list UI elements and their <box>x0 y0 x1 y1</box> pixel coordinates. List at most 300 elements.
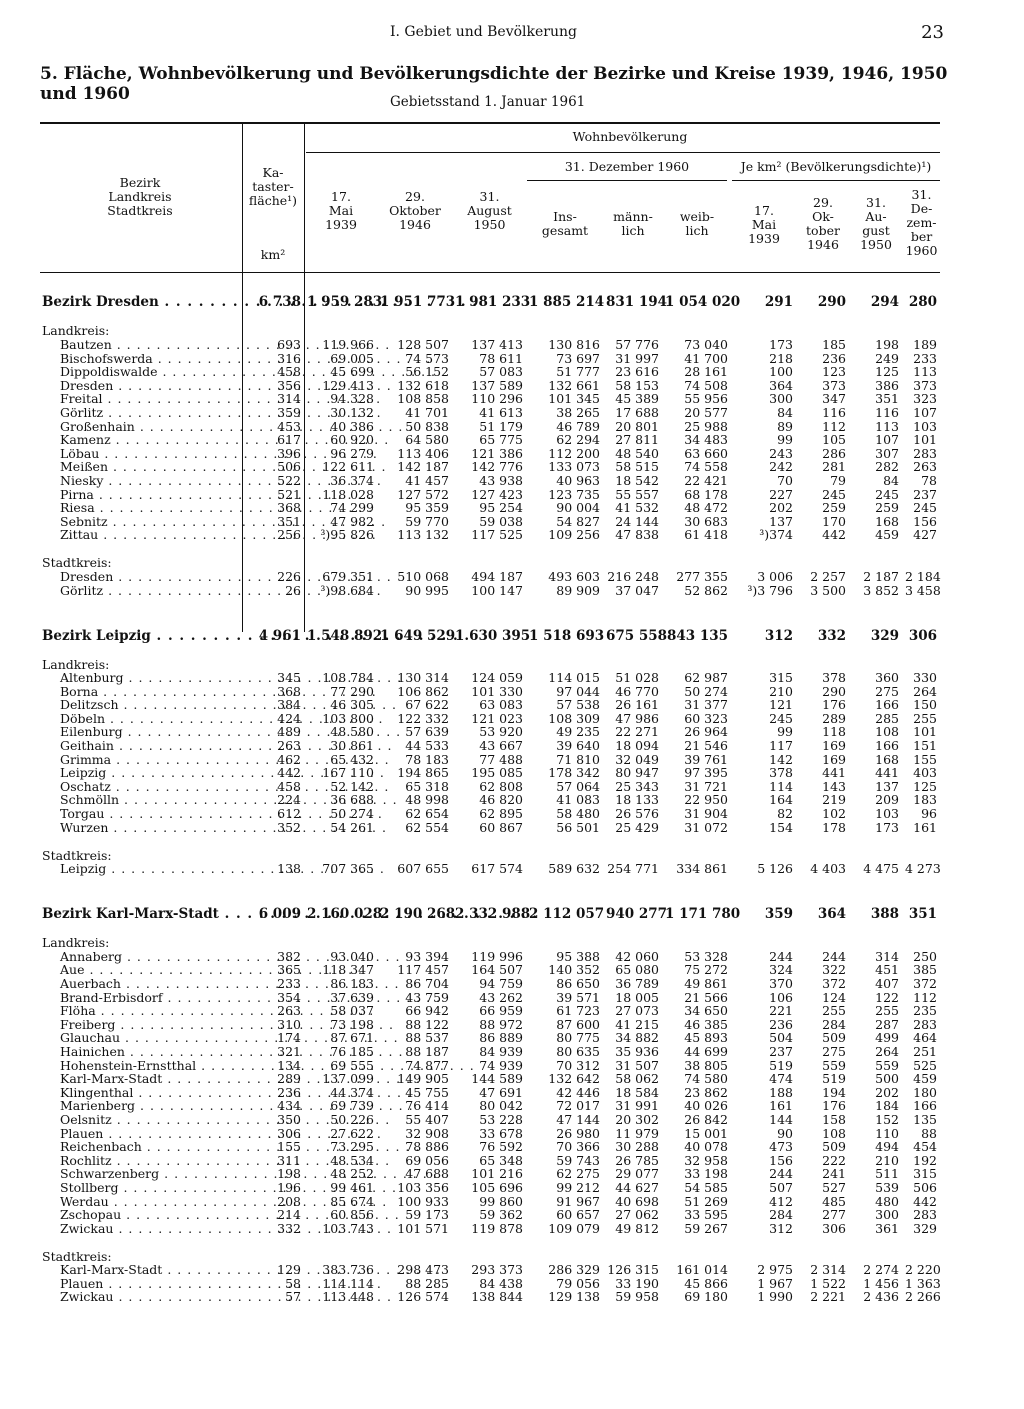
cell-value: 255 <box>875 1003 899 1019</box>
region-name: Freiberg . . . <box>40 1018 242 1032</box>
cell-value: 312 <box>764 627 793 644</box>
bezirk-row <box>40 904 940 922</box>
cell-value: 60 323 <box>684 710 728 726</box>
cell-value: 94 759 <box>479 976 523 991</box>
cell-value: 214 <box>277 1207 301 1223</box>
cell-value: 173 <box>875 819 899 835</box>
cell-value: 42 446 <box>556 1084 600 1100</box>
cell-value: 50 274 <box>330 806 374 822</box>
table-row <box>40 1140 940 1154</box>
group-label: Stadtkreis: <box>42 555 112 571</box>
cell-value: 154 <box>769 819 793 835</box>
table-row <box>40 570 940 584</box>
table-row <box>40 460 940 474</box>
cell-value: 62 554 <box>405 819 449 835</box>
cell-value: 41 613 <box>479 404 523 420</box>
cell-value: 87 671 <box>330 1030 374 1046</box>
cell-value: 236 <box>277 1084 301 1100</box>
group-label-row <box>40 1249 940 1263</box>
cell-value: 4 403 <box>810 861 846 877</box>
cell-value: 137 <box>769 513 793 529</box>
cell-value: 29 077 <box>615 1166 659 1182</box>
cell-value: 1 456 <box>863 1275 899 1291</box>
table-row <box>40 753 940 767</box>
cell-value: 250 <box>913 948 937 964</box>
cell-value: 236 <box>822 350 846 366</box>
cell-value: 62 895 <box>479 806 523 822</box>
table-row <box>40 338 940 352</box>
cell-value: 119 996 <box>471 948 523 964</box>
cell-value: 26 576 <box>615 806 659 822</box>
cell-value: 382 <box>277 948 301 964</box>
cell-value: 130 816 <box>548 337 600 352</box>
cell-value: 1 649 529 <box>380 627 456 644</box>
cell-value: 26 <box>285 582 301 598</box>
cell-value: 59 267 <box>684 1220 728 1236</box>
cell-value: 122 332 <box>397 710 449 726</box>
cell-value: 69 555 <box>330 1057 374 1073</box>
cell-value: 412 <box>769 1193 793 1209</box>
cell-value: 102 <box>822 806 846 822</box>
cell-value: 368 <box>277 683 301 699</box>
cell-value: 453 <box>277 418 301 434</box>
cell-value: 117 <box>769 738 793 754</box>
region-name: Annaberg . . . <box>40 950 242 964</box>
cell-value: 43 938 <box>479 472 523 488</box>
cell-value: ³)98 684 <box>320 582 374 598</box>
cell-value: 50 838 <box>405 418 449 434</box>
cell-value: 22 421 <box>684 472 728 488</box>
cell-value: 493 603 <box>548 568 600 584</box>
cell-value: 5 126 <box>757 861 793 877</box>
cell-value: 511 <box>875 1166 899 1182</box>
table-row <box>40 671 940 685</box>
header-stub: Bezirk Landkreis Stadtkreis <box>107 175 173 218</box>
cell-value: 351 <box>277 513 301 529</box>
cell-value: 76 414 <box>405 1098 449 1114</box>
cell-value: 60 856 <box>330 1207 374 1223</box>
cell-value: 293 373 <box>471 1262 523 1278</box>
table-row <box>40 1086 940 1100</box>
cell-value: 26 842 <box>684 1111 728 1127</box>
region-name: Reichenbach . . . <box>40 1140 242 1154</box>
cell-value: 45 699 <box>330 364 374 380</box>
header-dichte-1946: 29. Ok- tober 1946 <box>806 195 840 252</box>
cell-value: 84 <box>883 472 899 488</box>
cell-value: 44 699 <box>684 1043 728 1059</box>
cell-value: 236 <box>769 1016 793 1032</box>
cell-value: 1 951 773 <box>380 294 456 311</box>
cell-value: 494 187 <box>471 568 523 584</box>
cell-value: 121 023 <box>471 710 523 726</box>
cell-value: 43 759 <box>405 989 449 1005</box>
cell-value: 360 <box>875 670 899 686</box>
table-row <box>40 1181 940 1195</box>
cell-value: 521 <box>277 486 301 502</box>
cell-value: 352 <box>277 819 301 835</box>
cell-value: 222 <box>822 1152 846 1168</box>
cell-value: 100 147 <box>471 582 523 598</box>
cell-value: 43 667 <box>479 738 523 754</box>
cell-value: 62 987 <box>684 670 728 686</box>
region-name: Eilenburg . . . <box>40 725 242 739</box>
cell-value: 365 <box>277 962 301 978</box>
cell-value: 1 981 233 <box>455 294 531 311</box>
cell-value: 35 936 <box>615 1043 659 1059</box>
cell-value: 434 <box>277 1098 301 1114</box>
header-1939: 17. Mai 1939 <box>325 189 357 232</box>
table-row <box>40 1018 940 1032</box>
dez-rule <box>527 180 727 181</box>
cell-value: 132 618 <box>397 377 449 393</box>
cell-value: 385 <box>913 962 937 978</box>
cell-value: 156 <box>769 1152 793 1168</box>
cell-value: 459 <box>875 527 899 543</box>
cell-value: 31 997 <box>615 350 659 366</box>
cell-value: 300 <box>769 391 793 407</box>
cell-value: 135 <box>913 1111 937 1127</box>
cell-value: 388 <box>870 906 899 923</box>
cell-value: 113 <box>875 418 899 434</box>
cell-value: 350 <box>277 1111 301 1127</box>
cell-value: 90 <box>777 1125 793 1141</box>
region-name: Flöha . . . <box>40 1004 242 1018</box>
region-name: Grimma . . . <box>40 753 242 767</box>
cell-value: 32 908 <box>405 1125 449 1141</box>
cell-value: 277 355 <box>676 568 728 584</box>
cell-value: 76 592 <box>479 1139 523 1155</box>
cell-value: 506 <box>277 459 301 475</box>
cell-value: 140 352 <box>548 962 600 978</box>
cell-value: 138 844 <box>471 1289 523 1305</box>
cell-value: 60 867 <box>479 819 523 835</box>
cell-value: 218 <box>769 350 793 366</box>
cell-value: 74 580 <box>684 1071 728 1087</box>
table-row <box>40 793 940 807</box>
region-name: Plauen . . . <box>40 1127 242 1141</box>
cell-value: 2 257 <box>810 568 846 584</box>
cell-value: 306 <box>908 627 937 644</box>
cell-value: 117 457 <box>397 962 449 978</box>
cell-value: 40 963 <box>556 472 600 488</box>
cell-value: 27 811 <box>615 432 659 448</box>
cell-value: 61 723 <box>556 1003 600 1019</box>
cell-value: 18 584 <box>615 1084 659 1100</box>
cell-value: 198 <box>875 337 899 352</box>
cell-value: 233 <box>913 350 937 366</box>
cell-value: 940 277 <box>606 906 668 923</box>
cell-value: 407 <box>875 976 899 991</box>
cell-value: 280 <box>908 294 937 311</box>
cell-value: 195 085 <box>471 765 523 781</box>
cell-value: 259 <box>875 500 899 516</box>
cell-value: 361 <box>875 1220 899 1236</box>
table-row <box>40 501 940 515</box>
cell-value: 178 342 <box>548 765 600 781</box>
cell-value: 47 144 <box>556 1111 600 1127</box>
cell-value: 224 <box>277 792 301 808</box>
cell-value: 364 <box>817 906 846 923</box>
cell-value: 4 273 <box>905 861 941 877</box>
cell-value: 168 <box>875 751 899 767</box>
cell-value: 124 059 <box>471 670 523 686</box>
cell-value: 161 <box>769 1098 793 1114</box>
cell-value: 94 328 <box>330 391 374 407</box>
cell-value: 263 <box>277 1003 301 1019</box>
cell-value: 43 262 <box>479 989 523 1005</box>
cell-value: 454 <box>913 1139 937 1155</box>
region-name: Zschopau . . . <box>40 1208 242 1222</box>
cell-value: 332 <box>277 1220 301 1236</box>
cell-value: 99 461 <box>330 1179 374 1195</box>
cell-value: 110 <box>875 1125 899 1141</box>
cell-value: 74 573 <box>405 350 449 366</box>
spacer-row <box>40 922 940 936</box>
cell-value: 57 639 <box>405 724 449 740</box>
cell-value: 442 <box>913 1193 937 1209</box>
cell-value: 156 <box>913 513 937 529</box>
cell-value: 256 <box>277 527 301 543</box>
cell-value: 37 047 <box>615 582 659 598</box>
cell-value: 300 <box>875 1207 899 1223</box>
cell-value: 75 272 <box>684 962 728 978</box>
cell-value: 77 290 <box>330 683 374 699</box>
cell-value: 22 271 <box>615 724 659 740</box>
cell-value: 129 <box>277 1262 301 1278</box>
cell-value: 255 <box>822 1003 846 1019</box>
region-name: Hohenstein-Ernstthal . . . <box>40 1059 242 1073</box>
cell-value: 18 094 <box>615 738 659 754</box>
cell-value: 112 <box>822 418 846 434</box>
cell-value: 106 862 <box>397 683 449 699</box>
cell-value: 287 <box>875 1016 899 1032</box>
cell-value: 48 534 <box>330 1152 374 1168</box>
table-row <box>40 488 940 502</box>
cell-value: 370 <box>769 976 793 991</box>
region-name: Klingenthal . . . <box>40 1086 242 1100</box>
cell-value: 329 <box>870 627 899 644</box>
cell-value: 275 <box>822 1043 846 1059</box>
cell-value: 108 <box>875 724 899 740</box>
cell-value: 28 161 <box>684 364 728 380</box>
cell-value: 168 <box>875 513 899 529</box>
cell-value: 306 <box>822 1220 846 1236</box>
table-row <box>40 515 940 529</box>
table-row <box>40 1167 940 1181</box>
cell-value: 66 942 <box>405 1003 449 1019</box>
cell-value: 1 518 693 <box>529 627 605 644</box>
cell-value: 196 <box>277 1179 301 1195</box>
cell-value: 612 <box>277 806 301 822</box>
cell-value: 3 500 <box>810 582 846 598</box>
cell-value: 96 279 <box>330 445 374 461</box>
cell-value: 39 571 <box>556 989 600 1005</box>
cell-value: 178 <box>822 819 846 835</box>
cell-value: 617 574 <box>471 861 523 877</box>
region-name: Kamenz . . . <box>40 433 242 447</box>
cell-value: 185 <box>822 337 846 352</box>
cell-value: 194 <box>822 1084 846 1100</box>
cell-value: 34 650 <box>684 1003 728 1019</box>
table-row <box>40 447 940 461</box>
cell-value: 322 <box>822 962 846 978</box>
cell-value: 137 <box>875 778 899 794</box>
cell-value: 1 990 <box>757 1289 793 1305</box>
cell-value: 134 <box>277 1057 301 1073</box>
cell-value: 31 991 <box>615 1098 659 1114</box>
cell-value: 359 <box>277 404 301 420</box>
table-row <box>40 433 940 447</box>
cell-value: 263 <box>913 459 937 475</box>
cell-value: 65 080 <box>615 962 659 978</box>
cell-value: 314 <box>277 391 301 407</box>
cell-value: 18 005 <box>615 989 659 1005</box>
cell-value: 46 385 <box>684 1016 728 1032</box>
cell-value: 176 <box>822 697 846 713</box>
cell-value: 85 674 <box>330 1193 374 1209</box>
header-dichte-1939: 17. Mai 1939 <box>748 203 780 246</box>
cell-value: 155 <box>277 1139 301 1155</box>
cell-value: 95 388 <box>556 948 600 964</box>
cell-value: 679 351 <box>322 568 374 584</box>
cell-value: 26 785 <box>615 1152 659 1168</box>
cell-value: 290 <box>822 683 846 699</box>
cell-value: 42 060 <box>615 948 659 964</box>
region-name: Leipzig . . . <box>40 766 242 780</box>
cell-value: 485 <box>822 1193 846 1209</box>
cell-value: 103 <box>875 806 899 822</box>
cell-value: 251 <box>913 1043 937 1059</box>
cell-value: 32 049 <box>615 751 659 767</box>
group-label-row <box>40 936 940 950</box>
cell-value: 64 580 <box>405 432 449 448</box>
region-name: Rochlitz . . . <box>40 1154 242 1168</box>
region-name: Großenhain . . . <box>40 420 242 434</box>
cell-value: 78 611 <box>479 350 523 366</box>
cell-value: 45 866 <box>684 1275 728 1291</box>
cell-value: 347 <box>822 391 846 407</box>
cell-value: 52 142 <box>330 778 374 794</box>
cell-value: 194 865 <box>397 765 449 781</box>
header-dez1960: 31. Dezember 1960 <box>564 159 690 174</box>
cell-value: 82 <box>777 806 793 822</box>
cell-value: 1 959 283 <box>307 294 383 311</box>
cell-value: 403 <box>913 765 937 781</box>
cell-value: 284 <box>822 1016 846 1032</box>
cell-value: 1 522 <box>810 1275 846 1291</box>
cell-value: 45 893 <box>684 1030 728 1046</box>
table-row <box>40 991 940 1005</box>
cell-value: 41 083 <box>556 792 600 808</box>
cell-value: 161 <box>913 819 937 835</box>
cell-value: 143 <box>822 778 846 794</box>
cell-value: 242 <box>769 459 793 475</box>
cell-value: 170 <box>822 513 846 529</box>
region-name: Görlitz . . . <box>40 406 242 420</box>
cell-value: 522 <box>277 472 301 488</box>
cell-value: 462 <box>277 751 301 767</box>
cell-value: 69 739 <box>330 1098 374 1114</box>
region-name: Bezirk Leipzig . . . <box>40 625 242 643</box>
region-name: Zittau . . . <box>40 528 242 542</box>
cell-value: 34 483 <box>684 432 728 448</box>
region-name: Bischofswerda . . . <box>40 352 242 366</box>
region-name: Freital . . . <box>40 392 242 406</box>
group-label-row <box>40 657 940 671</box>
cell-value: 424 <box>277 710 301 726</box>
cell-value: 65 432 <box>330 751 374 767</box>
cell-value: 221 <box>769 1003 793 1019</box>
cell-value: 70 366 <box>556 1139 600 1155</box>
cell-value: 62 294 <box>556 432 600 448</box>
cell-value: 99 860 <box>479 1193 523 1209</box>
cell-value: 1 171 780 <box>665 906 741 923</box>
cell-value: 44 627 <box>615 1179 659 1195</box>
cell-value: 1 363 <box>905 1275 941 1291</box>
cell-value: 3 458 <box>905 582 941 598</box>
cell-value: 91 967 <box>556 1193 600 1209</box>
cell-value: 122 611 <box>322 459 374 475</box>
cell-value: 86 704 <box>405 976 449 991</box>
region-name: Pirna . . . <box>40 488 242 502</box>
cell-value: 88 187 <box>405 1043 449 1059</box>
region-name: Borna . . . <box>40 685 242 699</box>
cell-value: 32 958 <box>684 1152 728 1168</box>
cell-value: 183 <box>913 792 937 808</box>
cell-value: 44 533 <box>405 738 449 754</box>
cell-value: 26 161 <box>615 697 659 713</box>
cell-value: 559 <box>875 1057 899 1073</box>
cell-value: 118 028 <box>322 486 374 502</box>
cell-value: 315 <box>913 1166 937 1182</box>
cell-value: 99 212 <box>556 1179 600 1195</box>
cell-value: 480 <box>875 1193 899 1209</box>
cell-value: 25 988 <box>684 418 728 434</box>
cell-value: 47 688 <box>405 1166 449 1182</box>
cell-value: 56 152 <box>405 364 449 380</box>
cell-value: 383 736 <box>322 1262 374 1278</box>
cell-value: 617 <box>277 432 301 448</box>
cell-value: 66 959 <box>479 1003 523 1019</box>
region-name: Zwickau . . . <box>40 1290 242 1304</box>
cell-value: 368 <box>277 500 301 516</box>
cell-value: 56 501 <box>556 819 600 835</box>
statistics-table <box>40 292 940 1304</box>
header-kataster: Ka- taster- fläche¹) <box>248 165 298 208</box>
table-row <box>40 420 940 434</box>
table-row <box>40 1004 940 1018</box>
cell-value: 47 838 <box>615 527 659 543</box>
cell-value: 831 194 <box>606 294 668 311</box>
cell-value: 378 <box>769 765 793 781</box>
cell-value: 45 389 <box>615 391 659 407</box>
cell-value: 243 <box>769 445 793 461</box>
cell-value: 73 295 <box>330 1139 374 1155</box>
cell-value: 176 <box>822 1098 846 1114</box>
cell-value: 323 <box>913 391 937 407</box>
spacer-row <box>40 542 940 556</box>
table-row <box>40 1222 940 1236</box>
cell-value: 58 515 <box>615 459 659 475</box>
cell-value: 559 <box>822 1057 846 1073</box>
cell-value: 166 <box>913 1098 937 1114</box>
cell-value: 607 655 <box>397 861 449 877</box>
cell-value: 22 950 <box>684 792 728 808</box>
cell-value: 334 861 <box>676 861 728 877</box>
cell-value: 48 472 <box>684 500 728 516</box>
cell-value: 57 538 <box>556 697 600 713</box>
cell-value: 290 <box>817 294 846 311</box>
